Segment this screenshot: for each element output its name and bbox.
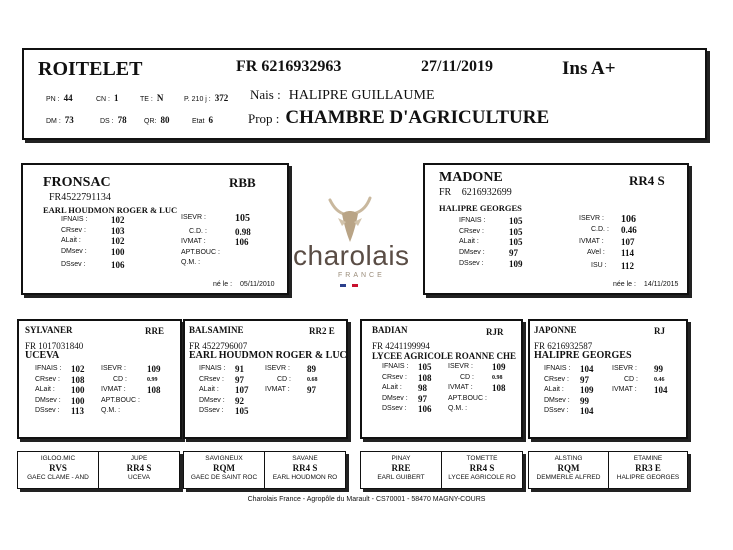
great-grandparent-cell: SAVIGNEUX RQM GAEC DE SAINT ROC [190, 455, 258, 481]
stat-crsev: CRsev : 108 [382, 372, 432, 383]
stat-crsev: CRsev : 97 [544, 374, 589, 385]
stat-isevr: ISEVR : 109 [101, 364, 161, 374]
dam-card [423, 163, 689, 295]
stat-crsev: CRsev : 108 [35, 374, 85, 385]
sire-type: RBB [229, 175, 256, 190]
stat-qm: Q.M. : [101, 407, 121, 414]
stat-isevr: ISEVR : 105 [181, 213, 250, 224]
stat-ivmat: IVMAT : 108 [101, 385, 161, 395]
bull-head-icon [290, 188, 415, 248]
grandparent-stats-right [101, 365, 181, 418]
grandparent-breeder: HALIPRE GEORGES [534, 350, 632, 361]
grandparent-type: RR2 E [309, 326, 335, 336]
stat-cd: C.D. : 0.46 [591, 224, 637, 235]
stat-alait: ALait : 107 [199, 385, 249, 395]
stat-aptbouc: APT.BOUC : [448, 394, 487, 402]
stat-dssev: DSsev : 104 [544, 406, 594, 416]
grandparent-stats-right [448, 363, 522, 416]
stat-alait: ALait : 102 [61, 236, 125, 246]
stat-isevr: ISEVR : 109 [448, 362, 506, 372]
dm-field: DM : 73 [46, 115, 74, 125]
grandparent-stats-right [612, 365, 686, 397]
stat-dmsev: DMsev : 97 [459, 247, 518, 258]
grandparent-breeder: EARL HOUDMON ROGER & LUC [189, 350, 347, 361]
grandparent-stats-left [35, 365, 107, 418]
stat-ivmat: IVMAT : 107 [579, 237, 635, 247]
grandparent-id: FR 6216932587 [534, 341, 593, 351]
great-grandparent-group [17, 451, 180, 489]
grandparent-id: FR 4241199994 [372, 341, 430, 351]
great-grandparent-cell: ALSTING RQM DEMMERLE ALFRED [536, 455, 601, 481]
grandparent-name: JAPONNE [534, 325, 577, 335]
stat-qm: Q.M. : [181, 259, 201, 266]
stat-dssev: DSsev : 105 [199, 406, 249, 416]
stat-ivmat: IVMAT : 97 [265, 385, 316, 395]
te-field: TE : N [140, 93, 164, 103]
great-grandparent-cell: TOMETTE RR4 S LYCEE AGRICOLE RO [448, 455, 516, 481]
etat-field: Etat 6 [192, 115, 213, 125]
nais-field: Nais : HALIPRE GUILLAUME [250, 87, 435, 103]
stat-isevr: ISEVR : 89 [265, 364, 316, 374]
stat-ifnais: IFNAIS : 105 [382, 362, 432, 372]
cn-field: CN : 1 [96, 93, 119, 103]
logo-subtitle: FRANCE [338, 272, 385, 279]
ds-field: DS : 78 [100, 115, 127, 125]
stat-cd: CD : 0.68 [277, 375, 318, 383]
great-grandparent-group [183, 451, 346, 489]
dam-id: FR 6216932699 [439, 187, 512, 198]
stat-dssev: DSsev : 113 [35, 406, 85, 416]
stat-isevr: ISEVR : 106 [579, 214, 636, 225]
grandparent-card [183, 319, 348, 439]
great-grandparent-cell: SAVANE RR4 S EARL HOUDMON RO [272, 455, 338, 481]
dam-birth: née le : 14/11/2015 [613, 281, 679, 288]
stat-dmsev: DMsev : 100 [35, 395, 85, 406]
great-grandparent-cell: ETAMINE RR3 E HALIPRE GEORGES [616, 455, 680, 481]
stat-alait: ALait : 105 [459, 237, 523, 247]
stat-ifnais: IFNAIS : 105 [459, 216, 523, 226]
grandparent-stats-left [199, 365, 271, 418]
sire-card [21, 163, 289, 295]
grandparent-name: SYLVANER [25, 325, 73, 335]
dam-name: MADONE [439, 170, 503, 185]
stat-avel: AVel : 114 [587, 247, 635, 258]
grandparent-breeder: UCEVA [25, 350, 60, 361]
great-grandparent-group [360, 451, 523, 489]
stat-alait: ALait : 98 [382, 383, 427, 393]
sire-breeder: EARL HOUDMON ROGER & LUC [43, 205, 178, 215]
french-flag-icon [340, 284, 358, 287]
pn-field: PN : 44 [46, 93, 73, 103]
qr-field: QR: 80 [144, 115, 170, 125]
grandparent-name: BADIAN [372, 325, 408, 335]
report-date: 27/11/2019 [421, 58, 494, 75]
grandparent-card [528, 319, 688, 439]
stat-isu: ISU : 112 [591, 261, 635, 271]
prop-field: Prop : CHAMBRE D'AGRICULTURE [248, 107, 550, 128]
great-grandparent-cell: JUPE RR4 S UCEVA [126, 455, 152, 481]
sire-stats-right [181, 214, 261, 270]
stat-crsev: CRsev : 103 [61, 225, 125, 236]
stat-dmsev: DMsev : 99 [544, 395, 589, 406]
stat-isevr: ISEVR : 99 [612, 364, 663, 374]
grandparent-id: FR 1017031840 [25, 341, 84, 351]
grandparent-type: RJR [486, 327, 504, 337]
stat-cd: C.D. : 0.98 [189, 226, 251, 237]
stat-dmsev: DMsev : 100 [61, 246, 125, 257]
charolais-logo [290, 188, 415, 293]
stat-ifnais: IFNAIS : 102 [61, 215, 125, 225]
stat-ivmat: IVMAT : 108 [448, 383, 506, 393]
stat-alait: ALait : 109 [544, 385, 594, 395]
animal-header-card [22, 48, 707, 140]
animal-name: ROITELET [38, 58, 143, 80]
sire-stats-left [61, 216, 131, 272]
stat-ifnais: IFNAIS : 104 [544, 364, 594, 374]
stat-dssev: DSsev : 106 [61, 260, 125, 270]
footer-address: Charolais France - Agropôle du Marault - CS70001 - 58470 MAGNY-COURS [247, 496, 486, 503]
grandparent-type: RRE [145, 326, 165, 336]
stat-cd: CD : 0.98 [460, 373, 503, 381]
p210-field: P. 210 j : 372 [184, 93, 229, 103]
stat-ivmat: IVMAT : 106 [181, 237, 249, 247]
grandparent-breeder: LYCEE AGRICOLE ROANNE CHE [372, 351, 516, 361]
grandparent-type: RJ [654, 326, 665, 336]
great-grandparent-group [528, 451, 688, 489]
stat-cd: CD : 0.46 [624, 375, 665, 383]
grandparent-id: FR 4522796007 [189, 341, 248, 351]
stat-ifnais: IFNAIS : 102 [35, 364, 85, 374]
stat-cd: CD : 0.99 [113, 375, 158, 383]
stat-dmsev: DMsev : 97 [382, 393, 427, 404]
great-grandparent-cell: IGLOO.MIC RVS GAEC CLAME - AND [27, 455, 89, 481]
dam-stats-left [459, 217, 539, 271]
grandparent-card [360, 319, 523, 439]
grandparent-stats-left [544, 365, 616, 418]
grandparent-name: BALSAMINE [189, 325, 244, 335]
stat-aptbouc: APT.BOUC : [181, 248, 220, 256]
animal-id: FR 6216932963 [236, 58, 342, 75]
stat-alait: ALait : 100 [35, 385, 85, 395]
stat-dssev: DSsev : 109 [459, 259, 523, 269]
stat-crsev: CRsev : 105 [459, 226, 523, 237]
great-grandparent-cell: PINAY RRE EARL GUIBERT [377, 455, 425, 481]
dam-breeder: HALIPRE GEORGES [439, 203, 522, 213]
stat-aptbouc: APT.BOUC : [101, 396, 140, 404]
stat-dssev: DSsev : 106 [382, 404, 432, 414]
stat-ivmat: IVMAT : 104 [612, 385, 668, 395]
stat-crsev: CRsev : 97 [199, 374, 244, 385]
stat-dmsev: DMsev : 92 [199, 395, 244, 406]
sire-id: FR4522791134 [49, 192, 111, 203]
dam-stats-right [579, 215, 659, 273]
grandparent-stats-right [265, 365, 345, 397]
ins-rating: Ins A+ [562, 58, 616, 79]
stat-ifnais: IFNAIS : 91 [199, 364, 244, 374]
sire-birth: né le : 05/11/2010 [213, 281, 275, 288]
sire-name: FRONSAC [43, 175, 111, 190]
dam-type: RR4 S [629, 173, 665, 188]
stat-qm: Q.M. : [448, 405, 468, 412]
grandparent-card [17, 319, 182, 439]
logo-wordmark: charolais [293, 240, 410, 271]
grandparent-stats-left [382, 363, 454, 416]
